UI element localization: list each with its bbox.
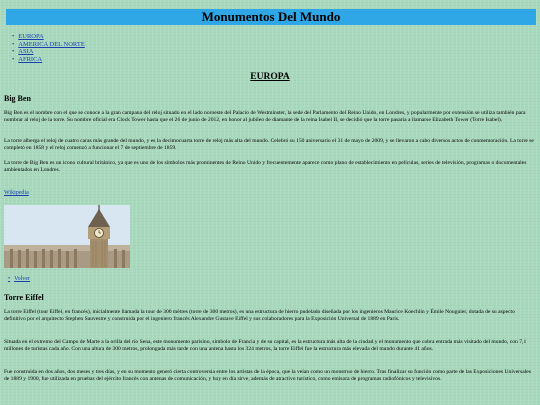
big-ben-paragraph-2: La torre alberga el reloj de cuatro caras más grande del mundo, y es la decimocuarta torre de reloj más alta del mundo. Celebró su 150 aniversario el 31 de mayo de 2009, y se llevaron a cabo diversos actos de conmemoración. La torre se completó en 1858 y el reloj comenzó a funcionar el 7 de septiembre de 1859. [4,138,534,151]
back-link[interactable]: • Volver [8,276,30,282]
big-ben-image [4,205,130,268]
nav-link-america-del-norte[interactable]: AMERICA DEL NORTE [18,40,85,48]
section-title: EUROPA [250,72,290,82]
nav-item-asia [12,48,85,56]
wikipedia-link[interactable]: Wikipedia [4,190,29,196]
main-nav [12,33,85,63]
big-ben-paragraph-3: La torre de Big Ben es un icono cultural británico, ya que es uno de los símbolos más prominentes de Reino Unido y frecuentemente aparece como plano de establecimiento en películas, series de televisión, programas o documentales ambientados en Londres. [4,160,527,173]
page-title: Monumentos Del Mundo [201,9,341,24]
torre-eiffel-heading: Torre Eiffel [4,293,44,302]
big-ben-heading: Big Ben [4,94,31,103]
torre-eiffel-paragraph-2: Situada en el extremo del Campo de Marte a la orilla del río Sena, este monumento parisino, símbolo de Francia y de su capital, es la estructura más alta de la ciudad y el monumento que cobra entrada más visitado del mundo, con 7,1 millones de turistas cada año. Con una altura de 300 metros, prolongada más tarde con una antena hasta los 324 metros, la torre Eiffel fue la estructura más elevada del mundo durante 41 años. [4,339,527,352]
big-ben-illustration [4,205,130,268]
nav-item-africa [12,56,85,64]
page-header [6,9,536,25]
nav-link-africa[interactable]: AFRICA [18,55,43,63]
big-ben-paragraph-1: Big Ben es el nombre con el que se conoce a la gran campana del reloj situado en el lado noroeste del Palacio de Westminster, la sede del Parlamento del Reino Unido, en Londres, y popularmente por extensión se utiliza también para nombrar al reloj de la torre. Su nombre oficial era Clock Tower hasta que el 26 de junio de 2012, en honor al jubileo de diamante de la reina Isabel II, se decidió que la torre pasaría a llamarse Elizabeth Tower (Torre Isabel). [4,110,526,123]
nav-link-asia[interactable]: ASIA [18,48,34,56]
nav-link-europa[interactable]: EUROPA [18,33,44,40]
nav-item-europa [12,33,85,41]
torre-eiffel-paragraph-1: La torre Eiffel (tour Eiffel, en francés), inicialmente llamada la tour de 300 mètres (torre de 300 metros), es una estructura de hierro pudelado diseñada por los ingenieros Maurice Koechlin y Émile Nouguier, dotada de su aspecto definitivo por el arquitecto Stephen Sauvestre y construida por el ingeniero francés Alexandre Gustave Eiffel y sus colaboradores para la Exposición Universal de 1889 en París. [4,309,515,322]
nav-item-america-del-norte [12,41,85,49]
torre-eiffel-paragraph-3: Fue construida en dos años, dos meses y tres días, y en su momento generó cierta controversia entre los artistas de la época, que la veían como un monstruo de hierro. Tras finalizar su función como parte de las Exposiciones Universales de 1889 y 1900, fue utilizada en pruebas del ejército francés con antenas de comunicación, y hoy en día sirve, además de atractivo turístico, como emisora de programas radiofónicos y televisivos. [4,369,531,382]
